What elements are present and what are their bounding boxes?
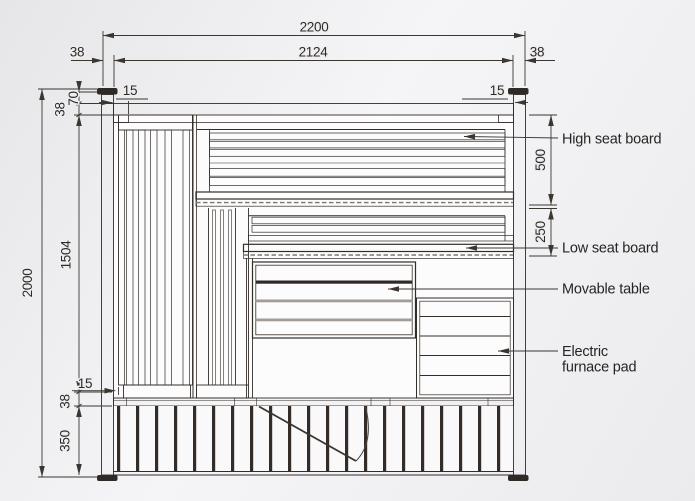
left-dimensions xyxy=(20,84,119,477)
label-furnace-line1: Electric xyxy=(562,344,608,360)
label-high-seat-board: High seat board xyxy=(562,131,662,148)
top-dimensions xyxy=(70,20,555,115)
right-wall xyxy=(514,95,526,476)
dim-base-height: 350 xyxy=(57,430,73,452)
ceiling xyxy=(114,104,514,116)
dim-lining-top-right: 15 xyxy=(489,83,505,98)
dim-wall-left: 38 xyxy=(69,44,85,60)
dim-interior-height: 1504 xyxy=(58,240,74,270)
sauna-structure xyxy=(97,88,529,481)
wall-cap-left xyxy=(97,88,118,95)
right-dimensions xyxy=(529,115,557,256)
label-low-seat-board: Low seat board xyxy=(562,240,659,257)
dim-inner-width: 2124 xyxy=(298,44,328,60)
dim-seat-spacing: 250 xyxy=(533,221,548,243)
dim-floor-lining: 15 xyxy=(77,376,93,391)
dim-wall-right: 38 xyxy=(529,44,545,60)
floor-band xyxy=(114,398,514,406)
dim-total-height: 2000 xyxy=(20,268,35,298)
dim-floor-thickness: 38 xyxy=(57,394,73,409)
wall-foot-right xyxy=(508,475,529,481)
wall-foot-left xyxy=(97,475,118,481)
dim-high-seat-drop: 500 xyxy=(533,149,548,171)
floor-joist xyxy=(235,398,257,406)
label-furnace-line2: furnace pad xyxy=(562,359,637,376)
dim-overall-width: 2200 xyxy=(299,19,329,35)
dim-lining-top-left: 15 xyxy=(122,83,138,98)
left-wall xyxy=(102,95,114,476)
wall-cap-right xyxy=(508,88,529,95)
dim-ceiling-thickness: 38 xyxy=(52,102,68,117)
label-movable-table: Movable table xyxy=(562,281,650,298)
floor-joist xyxy=(488,398,514,406)
floor-joist xyxy=(114,398,127,406)
floor-joist xyxy=(371,398,390,406)
dim-cap-height: 70 xyxy=(66,91,81,106)
base-plinth xyxy=(114,406,514,475)
